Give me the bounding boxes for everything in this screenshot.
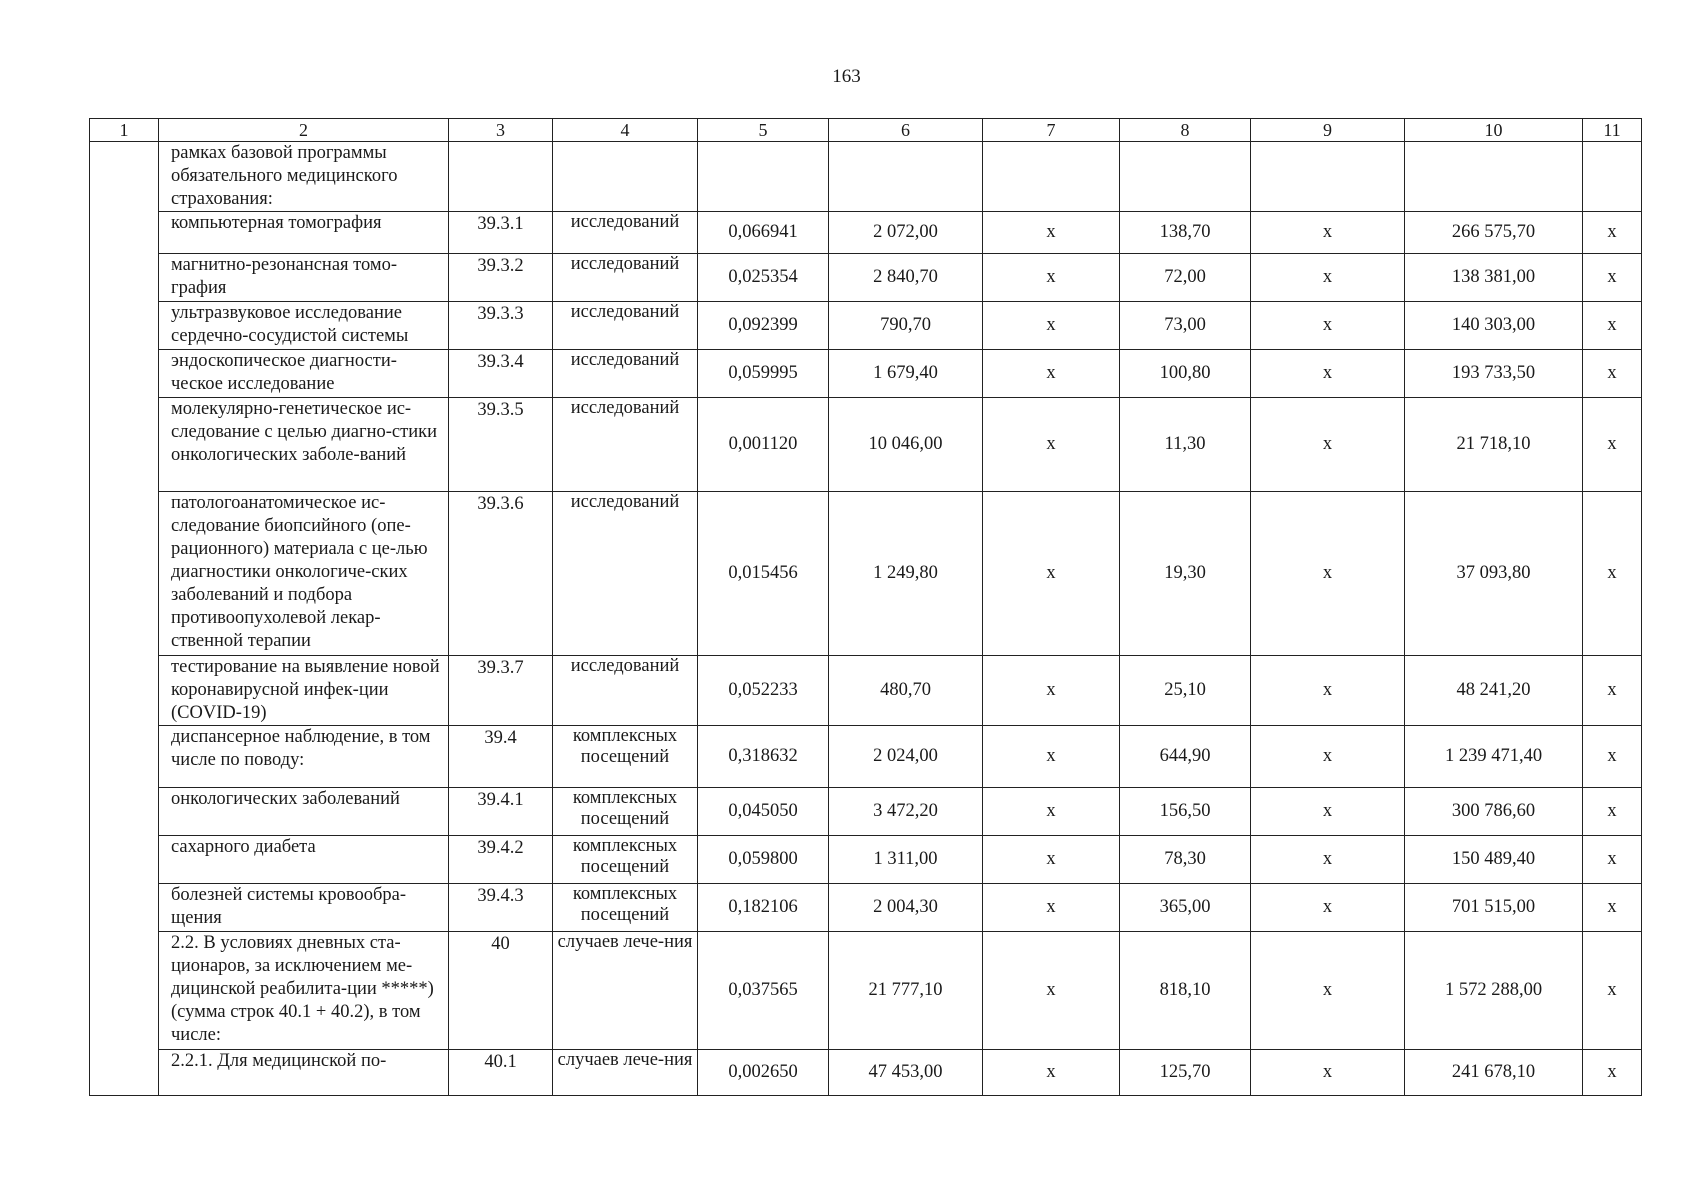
cell-value: х <box>1583 302 1642 350</box>
page-number: 163 <box>832 66 861 87</box>
cell-value: х <box>1251 836 1405 884</box>
cell-name: болезней системы кровообра-щения <box>159 884 449 932</box>
cell-value: х <box>983 398 1120 492</box>
cell-value: х <box>983 788 1120 836</box>
cell-value: 72,00 <box>1120 254 1251 302</box>
cell-value <box>1405 142 1583 212</box>
cell-value: 1 311,00 <box>829 836 983 884</box>
table-row <box>90 350 1642 398</box>
cell-code: 40 <box>449 932 553 1050</box>
cell-value: 100,80 <box>1120 350 1251 398</box>
cell-unit: случаев лече-ния <box>553 932 698 1050</box>
cell-code: 39.4.1 <box>449 788 553 836</box>
cell-code: 39.3.6 <box>449 492 553 656</box>
cell-code: 39.4 <box>449 726 553 788</box>
cell-code: 39.3.7 <box>449 656 553 726</box>
cell-value: х <box>1251 212 1405 254</box>
cell-value: 19,30 <box>1120 492 1251 656</box>
table-row <box>90 726 1642 788</box>
cell-value <box>1120 142 1251 212</box>
cell-name: эндоскопическое диагности-ческое исследование <box>159 350 449 398</box>
cell-value: 480,70 <box>829 656 983 726</box>
column-header: 10 <box>1405 119 1583 142</box>
cell-code: 39.3.3 <box>449 302 553 350</box>
cell-value: х <box>983 932 1120 1050</box>
cell-value: 644,90 <box>1120 726 1251 788</box>
cell-value: 73,00 <box>1120 302 1251 350</box>
cell-index <box>90 142 159 1096</box>
cell-value: х <box>983 726 1120 788</box>
cell-value: х <box>1583 884 1642 932</box>
table-row <box>90 836 1642 884</box>
cell-unit: исследований <box>553 492 698 656</box>
cell-value: х <box>1583 350 1642 398</box>
cell-unit: комплексных посещений <box>553 788 698 836</box>
cell-value: 193 733,50 <box>1405 350 1583 398</box>
cell-value: х <box>983 836 1120 884</box>
cell-unit <box>553 142 698 212</box>
cell-value: 25,10 <box>1120 656 1251 726</box>
cell-value: 0,052233 <box>698 656 829 726</box>
cell-unit: исследований <box>553 302 698 350</box>
cell-name: патологоанатомическое ис-следование биопсийного (опе-рационного) материала с це-лью диагностики онкологиче-ских заболеваний и подбора противоопухолевой лекар-ственной терапии <box>159 492 449 656</box>
cell-name: магнитно-резонансная томо-графия <box>159 254 449 302</box>
cell-name: тестирование на выявление новой коронавирусной инфек-ции (COVID-19) <box>159 656 449 726</box>
cell-value: х <box>1251 350 1405 398</box>
table-row <box>90 398 1642 492</box>
table-row <box>90 932 1642 1050</box>
cell-value: 37 093,80 <box>1405 492 1583 656</box>
cell-value: х <box>1251 302 1405 350</box>
cell-code: 39.3.1 <box>449 212 553 254</box>
cell-value: 47 453,00 <box>829 1050 983 1096</box>
cell-value: 10 046,00 <box>829 398 983 492</box>
cell-value <box>698 142 829 212</box>
cell-value <box>829 142 983 212</box>
cell-unit: исследований <box>553 398 698 492</box>
cell-value: х <box>983 1050 1120 1096</box>
cell-value: х <box>983 212 1120 254</box>
cell-code: 39.4.2 <box>449 836 553 884</box>
cell-value: 125,70 <box>1120 1050 1251 1096</box>
cell-value: 818,10 <box>1120 932 1251 1050</box>
table-row <box>90 656 1642 726</box>
cell-value: х <box>1583 932 1642 1050</box>
column-header: 8 <box>1120 119 1251 142</box>
cell-value: х <box>1251 398 1405 492</box>
cell-value: х <box>1583 254 1642 302</box>
table-row <box>90 212 1642 254</box>
column-header: 4 <box>553 119 698 142</box>
cell-value: 1 239 471,40 <box>1405 726 1583 788</box>
cell-value: х <box>983 656 1120 726</box>
cell-value: 0,059995 <box>698 350 829 398</box>
column-header: 9 <box>1251 119 1405 142</box>
cell-value: 2 024,00 <box>829 726 983 788</box>
cell-value: 0,318632 <box>698 726 829 788</box>
cell-unit: комплексных посещений <box>553 836 698 884</box>
cell-name: рамках базовой программы обязательного медицинского страхования: <box>159 142 449 212</box>
cell-value: 0,015456 <box>698 492 829 656</box>
column-header: 5 <box>698 119 829 142</box>
column-header: 1 <box>90 119 159 142</box>
cell-unit: исследований <box>553 212 698 254</box>
cell-value: 365,00 <box>1120 884 1251 932</box>
cell-name: диспансерное наблюдение, в том числе по поводу: <box>159 726 449 788</box>
cell-value: 0,059800 <box>698 836 829 884</box>
cell-name: онкологических заболеваний <box>159 788 449 836</box>
table-row <box>90 788 1642 836</box>
cell-value: 0,002650 <box>698 1050 829 1096</box>
cell-value: 3 472,20 <box>829 788 983 836</box>
cell-value: х <box>1583 398 1642 492</box>
column-header: 6 <box>829 119 983 142</box>
cell-unit: исследований <box>553 656 698 726</box>
table-row <box>90 142 1642 212</box>
cell-code: 39.4.3 <box>449 884 553 932</box>
cell-name: компьютерная томография <box>159 212 449 254</box>
cell-value: 156,50 <box>1120 788 1251 836</box>
cell-code: 39.3.5 <box>449 398 553 492</box>
cell-value: х <box>1251 254 1405 302</box>
column-header: 11 <box>1583 119 1642 142</box>
cell-unit: исследований <box>553 350 698 398</box>
cell-value: 2 004,30 <box>829 884 983 932</box>
cell-value: 0,025354 <box>698 254 829 302</box>
cell-code: 39.3.4 <box>449 350 553 398</box>
cell-value: 0,182106 <box>698 884 829 932</box>
cell-value: х <box>1583 656 1642 726</box>
cell-value: 0,066941 <box>698 212 829 254</box>
cell-value: 48 241,20 <box>1405 656 1583 726</box>
cell-value: 790,70 <box>829 302 983 350</box>
cell-value: 140 303,00 <box>1405 302 1583 350</box>
cell-value: х <box>1583 836 1642 884</box>
cell-value: 701 515,00 <box>1405 884 1583 932</box>
table-row <box>90 884 1642 932</box>
cell-value: х <box>983 492 1120 656</box>
cell-value: х <box>1251 884 1405 932</box>
cell-value: 0,092399 <box>698 302 829 350</box>
cell-code: 39.3.2 <box>449 254 553 302</box>
cell-value: х <box>1583 726 1642 788</box>
cell-value: х <box>1583 1050 1642 1096</box>
cell-value: 300 786,60 <box>1405 788 1583 836</box>
cell-value: 1 679,40 <box>829 350 983 398</box>
cell-value: 2 072,00 <box>829 212 983 254</box>
cell-value: х <box>1251 492 1405 656</box>
cell-name: сахарного диабета <box>159 836 449 884</box>
data-table <box>89 118 1642 1096</box>
cell-value <box>1251 142 1405 212</box>
cell-value: х <box>983 350 1120 398</box>
cell-value: 138,70 <box>1120 212 1251 254</box>
column-header: 7 <box>983 119 1120 142</box>
cell-name: 2.2. В условиях дневных ста-ционаров, за исключением ме-дицинской реабилита-ции *****) (сумма строк 40.1 + 40.2), в том числе: <box>159 932 449 1050</box>
table-row <box>90 1050 1642 1096</box>
table-row <box>90 302 1642 350</box>
cell-value: х <box>983 884 1120 932</box>
table-row <box>90 254 1642 302</box>
cell-value: 11,30 <box>1120 398 1251 492</box>
cell-unit: комплексных посещений <box>553 726 698 788</box>
header-row <box>90 119 1642 142</box>
cell-value: 1 249,80 <box>829 492 983 656</box>
cell-value: 138 381,00 <box>1405 254 1583 302</box>
cell-value: х <box>1583 788 1642 836</box>
column-header: 3 <box>449 119 553 142</box>
cell-code: 40.1 <box>449 1050 553 1096</box>
cell-value: х <box>1251 656 1405 726</box>
cell-value: 1 572 288,00 <box>1405 932 1583 1050</box>
cell-name: молекулярно-генетическое ис-следование с целью диагно-стики онкологических заболе-ваний <box>159 398 449 492</box>
cell-code <box>449 142 553 212</box>
cell-value: 241 678,10 <box>1405 1050 1583 1096</box>
cell-value: 2 840,70 <box>829 254 983 302</box>
cell-value: х <box>1251 932 1405 1050</box>
cell-value: 266 575,70 <box>1405 212 1583 254</box>
cell-value: х <box>1583 212 1642 254</box>
table-row <box>90 492 1642 656</box>
cell-value: х <box>1251 1050 1405 1096</box>
cell-value: 0,045050 <box>698 788 829 836</box>
cell-unit: случаев лече-ния <box>553 1050 698 1096</box>
cell-name: 2.2.1. Для медицинской по- <box>159 1050 449 1096</box>
cell-unit: комплексных посещений <box>553 884 698 932</box>
cell-unit: исследований <box>553 254 698 302</box>
cell-value: х <box>983 254 1120 302</box>
cell-value <box>983 142 1120 212</box>
cell-value <box>1583 142 1642 212</box>
cell-value: 150 489,40 <box>1405 836 1583 884</box>
cell-value: х <box>1583 492 1642 656</box>
cell-value: х <box>1251 726 1405 788</box>
cell-value: х <box>1251 788 1405 836</box>
cell-value: 0,037565 <box>698 932 829 1050</box>
cell-value: 0,001120 <box>698 398 829 492</box>
cell-value: х <box>983 302 1120 350</box>
cell-value: 78,30 <box>1120 836 1251 884</box>
column-header: 2 <box>159 119 449 142</box>
cell-name: ультразвуковое исследование сердечно-сосудистой системы <box>159 302 449 350</box>
cell-value: 21 777,10 <box>829 932 983 1050</box>
cell-value: 21 718,10 <box>1405 398 1583 492</box>
